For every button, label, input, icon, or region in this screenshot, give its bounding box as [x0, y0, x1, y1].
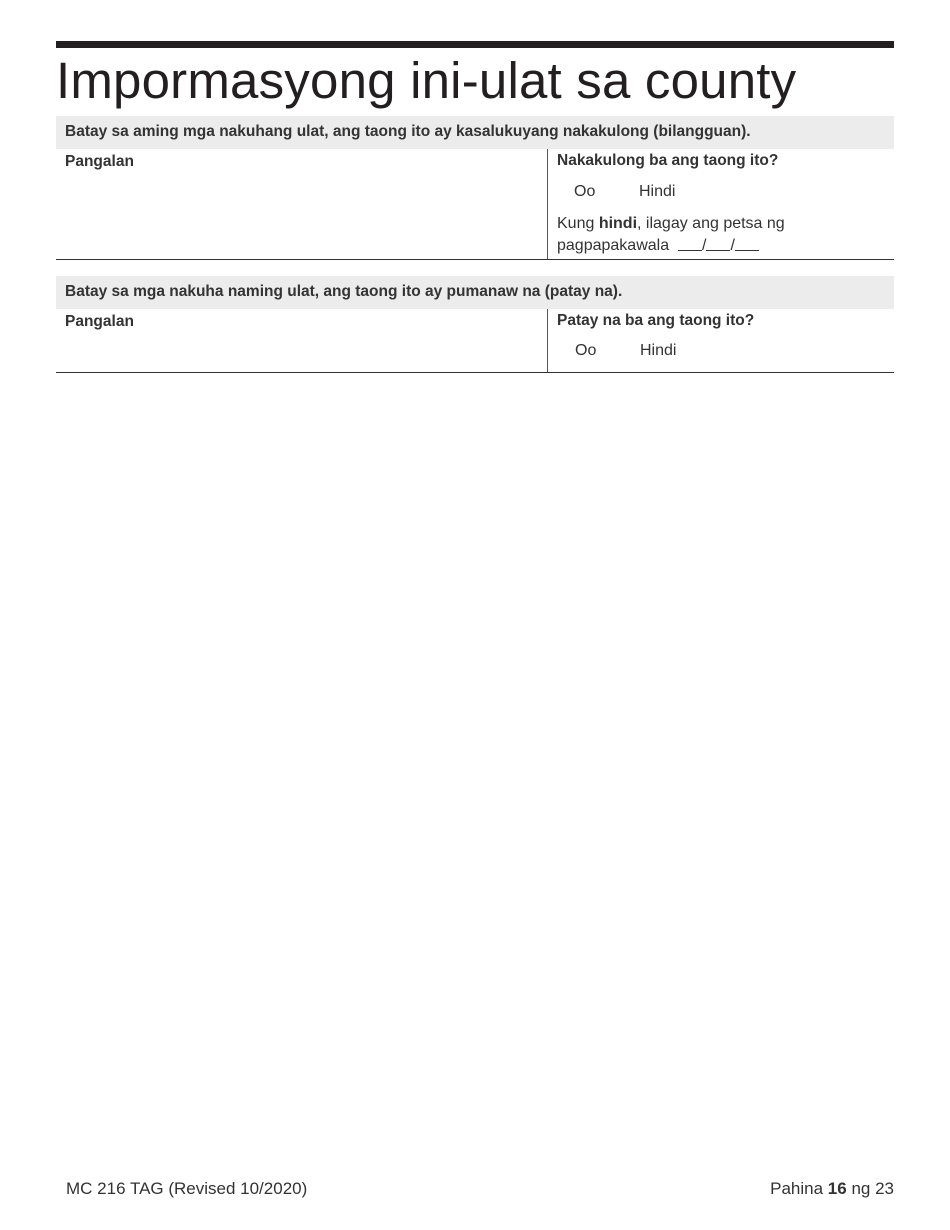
- incarcerated-option-yes[interactable]: Oo: [574, 183, 596, 200]
- release-year-field[interactable]: [735, 236, 759, 251]
- page-total: 23: [875, 1179, 894, 1198]
- page-current: 16: [827, 1179, 847, 1198]
- top-rule: [56, 41, 894, 48]
- release-day-field[interactable]: [706, 236, 730, 251]
- deceased-question-cell: [547, 309, 895, 372]
- release-date-note: [557, 213, 887, 257]
- page-middle: ng: [846, 1179, 876, 1198]
- release-note-bold: hindi: [598, 215, 638, 232]
- page-prefix: Pahina: [770, 1179, 828, 1198]
- date-separator: /: [701, 237, 707, 254]
- deceased-name-label: Pangalan: [65, 313, 134, 330]
- incarcerated-name-cell[interactable]: [56, 149, 547, 259]
- page-title: Impormasyong ini-ulat sa county: [56, 52, 797, 109]
- release-note-suffix: , ilagay ang petsa ng pagpapakawala: [557, 215, 785, 254]
- release-month-field[interactable]: [678, 236, 702, 251]
- deceased-question: Patay na ba ang taong ito?: [557, 312, 755, 329]
- deceased-row: [56, 309, 894, 373]
- deceased-option-yes[interactable]: Oo: [575, 342, 597, 359]
- incarcerated-banner: Batay sa aming mga nakuhang ulat, ang taong ito ay kasalukuyang nakakulong (bilangguan).: [56, 116, 894, 149]
- form-id: MC 216 TAG (Revised 10/2020): [66, 1179, 308, 1198]
- form-page: [56, 0, 894, 1230]
- incarcerated-section: [56, 116, 894, 260]
- deceased-banner: Batay sa mga nakuha naming ulat, ang taong ito ay pumanaw na (patay na).: [56, 276, 894, 309]
- incarcerated-question-cell: [547, 149, 895, 259]
- release-note-prefix: Kung: [557, 215, 599, 232]
- incarcerated-option-no[interactable]: Hindi: [639, 183, 676, 200]
- date-separator: /: [730, 237, 735, 254]
- deceased-option-no[interactable]: Hindi: [640, 342, 677, 359]
- deceased-section: [56, 276, 894, 373]
- deceased-name-cell[interactable]: [56, 309, 547, 372]
- incarcerated-question: Nakakulong ba ang taong ito?: [557, 152, 779, 169]
- incarcerated-row: [56, 149, 894, 260]
- page-number: [770, 1179, 894, 1199]
- incarcerated-name-label: Pangalan: [65, 153, 134, 170]
